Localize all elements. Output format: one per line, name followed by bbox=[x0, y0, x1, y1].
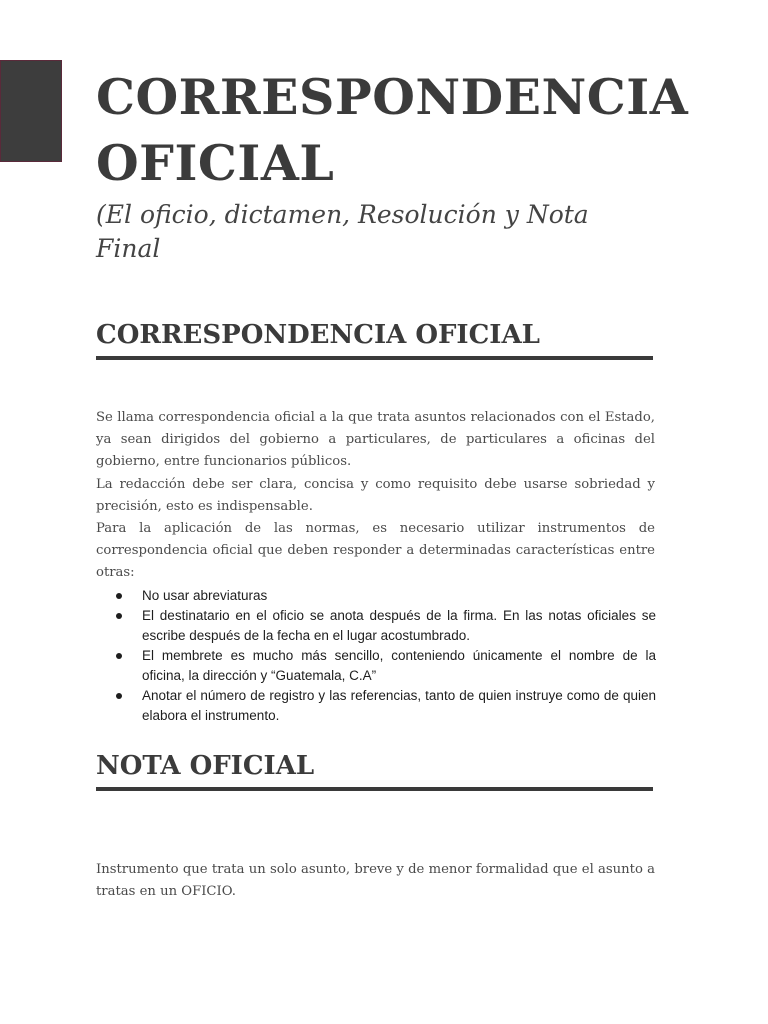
paragraph: Se llama correspondencia oficial a la que trata asuntos relacionados con el Estado, ya sean dirigidos del gobierno a particulares, de particulares a oficinas del gobierno, entre funcionarios públicos. bbox=[96, 410, 655, 470]
list-item bbox=[96, 606, 656, 646]
characteristics-list bbox=[96, 586, 656, 726]
title-block bbox=[96, 64, 689, 266]
section-heading-correspondencia-oficial: CORRESPONDENCIA OFICIAL bbox=[96, 320, 653, 360]
bullet-icon bbox=[116, 693, 122, 699]
list-item bbox=[96, 646, 656, 686]
document-subtitle bbox=[96, 198, 656, 266]
paragraph: Para la aplicación de las normas, es necesario utilizar instrumentos de correspondencia oficial que deben responder a determinadas características entre otras: bbox=[96, 521, 655, 581]
list-item-text: El membrete es mucho más sencillo, conteniendo únicamente el nombre de la oficina, la dirección y “Guatemala, C.A” bbox=[142, 648, 656, 683]
list-item bbox=[96, 586, 656, 606]
decorative-side-block bbox=[0, 60, 62, 162]
paragraph: Instrumento que trata un solo asunto, breve y de menor formalidad que el asunto a tratas en un OFICIO. bbox=[96, 862, 655, 900]
list-item-text: No usar abreviaturas bbox=[142, 588, 268, 603]
section-body-correspondencia-oficial bbox=[96, 407, 655, 585]
bullet-icon bbox=[116, 593, 122, 599]
section-heading-nota-oficial: NOTA OFICIAL bbox=[96, 751, 653, 791]
paragraph: La redacción debe ser clara, concisa y como requisito debe usarse sobriedad y precisión, esto es indispensable. bbox=[96, 476, 655, 514]
document-subtitle-line-1: (El oficio, dictamen, Resolución y Nota bbox=[96, 200, 589, 229]
document-title-line-1: CORRESPONDENCIA bbox=[96, 68, 689, 126]
document-subtitle-line-2: Final bbox=[96, 234, 161, 263]
list-item bbox=[96, 686, 656, 726]
list-item-text: Anotar el número de registro y las referencias, tanto de quien instruye como de quien elabora el instrumento. bbox=[142, 688, 656, 723]
document-title bbox=[96, 64, 689, 196]
bullet-icon bbox=[116, 613, 122, 619]
section-body-nota-oficial bbox=[96, 859, 655, 903]
bullet-icon bbox=[116, 653, 122, 659]
document-title-line-2: OFICIAL bbox=[96, 134, 335, 192]
list-item-text: El destinatario en el oficio se anota después de la firma. En las notas oficiales se escribe después de la fecha en el lugar acostumbrado. bbox=[142, 608, 656, 643]
